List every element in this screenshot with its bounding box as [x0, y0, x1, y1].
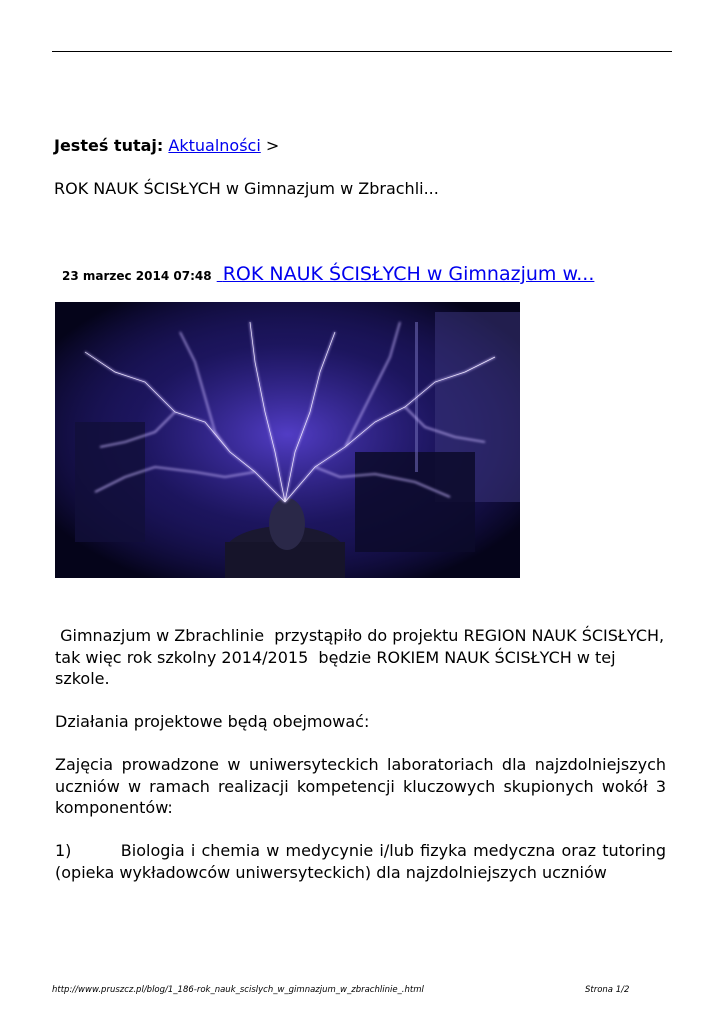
article-title-link[interactable] [217, 263, 595, 285]
breadcrumb-label: Jesteś tutaj: [54, 136, 164, 155]
breadcrumb [54, 135, 279, 157]
article-title-text: ROK NAUK ŚCISŁYCH w Gimnazjum w... [222, 263, 595, 285]
article-paragraph-2: Działania projektowe będą obejmować: [55, 712, 370, 731]
footer-url: http://www.pruszcz.pl/blog/1_186-rok_nauk_scislych_w_gimnazjum_w_zbrachlinie_.html [52, 985, 424, 995]
article-date: 23 marzec 2014 07:48 [62, 269, 212, 283]
article-subtitle: ROK NAUK ŚCISŁYCH w Gimnazjum w Zbrachli... [54, 179, 439, 198]
article-meta [62, 263, 594, 285]
breadcrumb-separator: > [265, 136, 280, 155]
header-rule [52, 51, 672, 52]
footer-page-number: Strona 1/2 [585, 985, 630, 995]
article-paragraph-4: 1) Biologia i chemia w medycynie i/lub fizyka medyczna oraz tutoring (opieka wykładowców uniwersyteckich) dla najzdolniejszych uczniów [55, 841, 672, 882]
article-paragraph-1: Gimnazjum w Zbrachlinie przystąpiło do projektu REGION NAUK ŚCISŁYCH, tak więc rok szkolny 2014/2015 będzie ROKIEM NAUK ŚCISŁYCH w tej szkole. [55, 626, 670, 688]
article-photo [55, 302, 520, 578]
breadcrumb-link-news[interactable]: Aktualności [168, 136, 261, 155]
article-body [55, 625, 672, 905]
article-paragraph-3: Zajęcia prowadzone w uniwersyteckich laboratoriach dla najzdolniejszych uczniów w ramach realizacji kompetencji kluczowych skupionych wokół 3 komponentów: [55, 755, 666, 817]
